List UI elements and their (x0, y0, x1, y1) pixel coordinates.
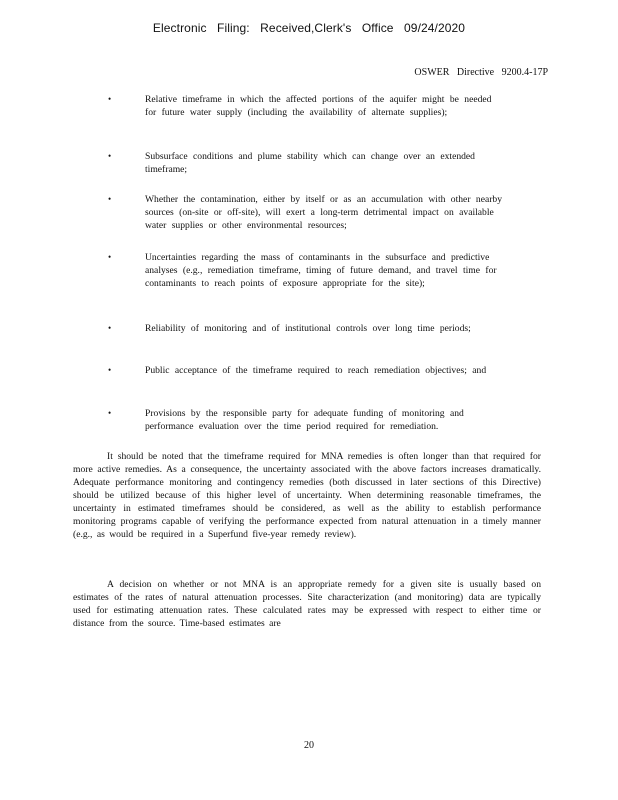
list-item-text: Public acceptance of the timeframe required to reach remediation objectives; and (145, 365, 487, 376)
list-item-text: Whether the contamination, either by itself or as an accumulation with other nearby sources (on-site or off-site), will exert a long-term detrimental impact on available water supplies or other environmental resources; (145, 194, 503, 231)
bullet-marker: • (108, 408, 112, 418)
directive-number: OSWER Directive 9200.4-17P (414, 67, 548, 78)
body-paragraph (73, 450, 541, 541)
bullet-marker: • (108, 94, 112, 104)
list-item-text: Subsurface conditions and plume stability which can change over an extended timeframe; (145, 151, 475, 175)
bullet-marker: • (108, 151, 112, 161)
list-item-text: Provisions by the responsible party for adequate funding of monitoring and performance evaluation over the time period required for remediation. (145, 408, 464, 432)
list-item-text: Uncertainties regarding the mass of contaminants in the subsurface and predictive analyses (e.g., remediation timeframe, timing of future demand, and travel time for contaminants to reach points of exposure appropriate for the site); (145, 252, 497, 289)
list-item-text: Reliability of monitoring and of institutional controls over long time periods; (145, 323, 471, 334)
bullet-marker: • (108, 252, 112, 262)
paragraph-text: It should be noted that the timeframe required for MNA remedies is often longer than that required for more active remedies. As a consequence, the uncertainty associated with the above factors increases dramatically. Adequate performance monitoring and contingency remedies (both discussed in later sections of this Directive) should be utilized because of this higher level of uncertainty. When determining reasonable timeframes, the uncertainty in estimated timeframes should be considered, as well as the ability to establish performance monitoring programs capable of verifying the performance expected from natural attenuation in a timely manner (e.g., as would be required in a Superfund five-year remedy review). (73, 451, 541, 540)
filing-stamp-header: Electronic Filing: Received,Clerk's Office 09/24/2020 (152, 21, 466, 35)
bullet-marker: • (108, 323, 112, 333)
bullet-marker: • (108, 194, 112, 204)
body-paragraph (73, 578, 541, 630)
paragraph-text: A decision on whether or not MNA is an appropriate remedy for a given site is usually based on estimates of the rates of natural attenuation processes. Site characterization (and monitoring) data are typically used for estimating attenuation rates. These calculated rates may be expressed with respect to either time or distance from the source. Time-based estimates are (73, 579, 541, 629)
list-item-text: Relative timeframe in which the affected portions of the aquifer might be needed for future water supply (including the availability of alternate supplies); (145, 94, 492, 118)
bullet-marker: • (108, 365, 112, 375)
page-number: 20 (304, 740, 314, 751)
